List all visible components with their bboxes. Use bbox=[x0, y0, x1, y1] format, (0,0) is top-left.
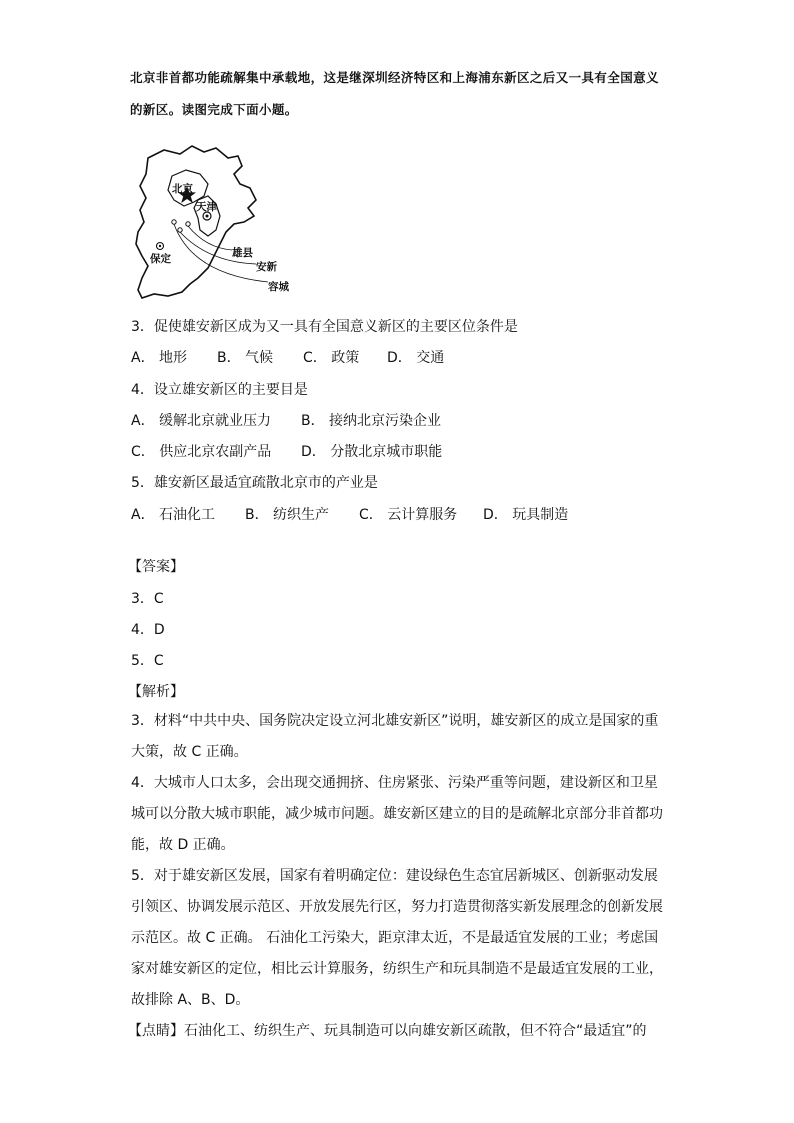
answer-5: 5．C bbox=[131, 653, 164, 669]
xiongxian-point-icon bbox=[172, 220, 176, 224]
baoding-city-dot-icon bbox=[159, 245, 161, 247]
label-tianjin: 天津 bbox=[196, 201, 217, 213]
region-map bbox=[128, 144, 308, 304]
hebei-outline-map bbox=[128, 144, 308, 304]
label-anxin: 安新 bbox=[256, 261, 277, 273]
label-baoding: 保定 bbox=[150, 253, 171, 265]
answer-3: 3．C bbox=[131, 591, 164, 607]
analysis-3: 3．材料“中共中央、国务院决定设立河北雄安新区”说明，雄安新区的成立是国家的重大策，故 C 正确。 bbox=[131, 713, 659, 760]
q5-option-d: D． 玩具制造 bbox=[483, 507, 569, 523]
tianjin-city-dot-icon bbox=[206, 215, 209, 218]
q3-option-d: D． 交通 bbox=[387, 350, 445, 366]
q3-option-b: B． 气候 bbox=[217, 350, 274, 366]
q3-option-c: C． 政策 bbox=[303, 350, 360, 366]
province-outline bbox=[136, 146, 256, 298]
analysis-5: 5．对于雄安新区发展，国家有着明确定位：建设绿色生态宜居新城区、创新驱动发展引领区、协调发展示范区、开放发展先行区，努力打造贯彻落实新发展理念的创新发展示范区。故 C 正确。 石油化工污染大，距京津太近，不是最适宜发展的工业；考虑国家对雄安新区的定位，相比云计算服务，纺织生产和玩具制造不是最适宜发展的工业，故排除 A、B、D。 bbox=[131, 868, 663, 1008]
analysis-heading: 【解析】 bbox=[128, 684, 184, 700]
label-xiongxian: 雄县 bbox=[232, 247, 253, 259]
question-5-stem: 5．雄安新区最适宜疏散北京市的产业是 bbox=[131, 475, 378, 491]
q5-option-a: A． 石油化工 bbox=[131, 507, 216, 523]
question-4-stem: 4．设立雄安新区的主要目是 bbox=[131, 382, 308, 398]
q5-option-c: C． 云计算服务 bbox=[359, 507, 458, 523]
label-beijing: 北京 bbox=[172, 183, 193, 195]
rongcheng-point-icon bbox=[186, 222, 190, 226]
analysis-tip: 【点睛】石油化工、纺织生产、玩具制造可以向雄安新区疏散，但不符合“最适宜”的 bbox=[128, 1023, 647, 1039]
leader-line-rongcheng bbox=[174, 224, 268, 282]
analysis-4: 4．大城市人口太多，会出现交通拥挤、住房紧张、污染严重等问题，建设新区和卫星城可以分散大城市职能，减少城市问题。雄安新区建立的目的是疏解北京部分非首都功能，故 D 正确。 bbox=[131, 775, 663, 853]
q5-option-b: B． 纺织生产 bbox=[245, 507, 330, 523]
question-3-stem: 3．促使雄安新区成为又一具有全国意义新区的主要区位条件是 bbox=[131, 319, 518, 335]
answer-heading: 【答案】 bbox=[128, 559, 184, 575]
label-rongcheng: 容城 bbox=[268, 281, 289, 293]
q3-option-a: A． 地形 bbox=[131, 350, 188, 366]
answer-4: 4．D bbox=[131, 622, 165, 638]
intro-paragraph: 北京非首都功能疏解集中承载地，这是继深圳经济特区和上海浦东新区之后又一具有全国意义的新区。读图完成下面小题。 bbox=[130, 70, 659, 117]
q4-option-c: C． 供应北京农副产品 bbox=[131, 444, 272, 460]
q4-option-d: D． 分散北京城市职能 bbox=[301, 444, 443, 460]
anxin-point-icon bbox=[178, 228, 182, 232]
leader-line-xiongxian bbox=[188, 226, 232, 250]
q4-option-b: B． 接纳北京污染企业 bbox=[301, 413, 442, 429]
q4-option-a: A． 缓解北京就业压力 bbox=[131, 413, 272, 429]
